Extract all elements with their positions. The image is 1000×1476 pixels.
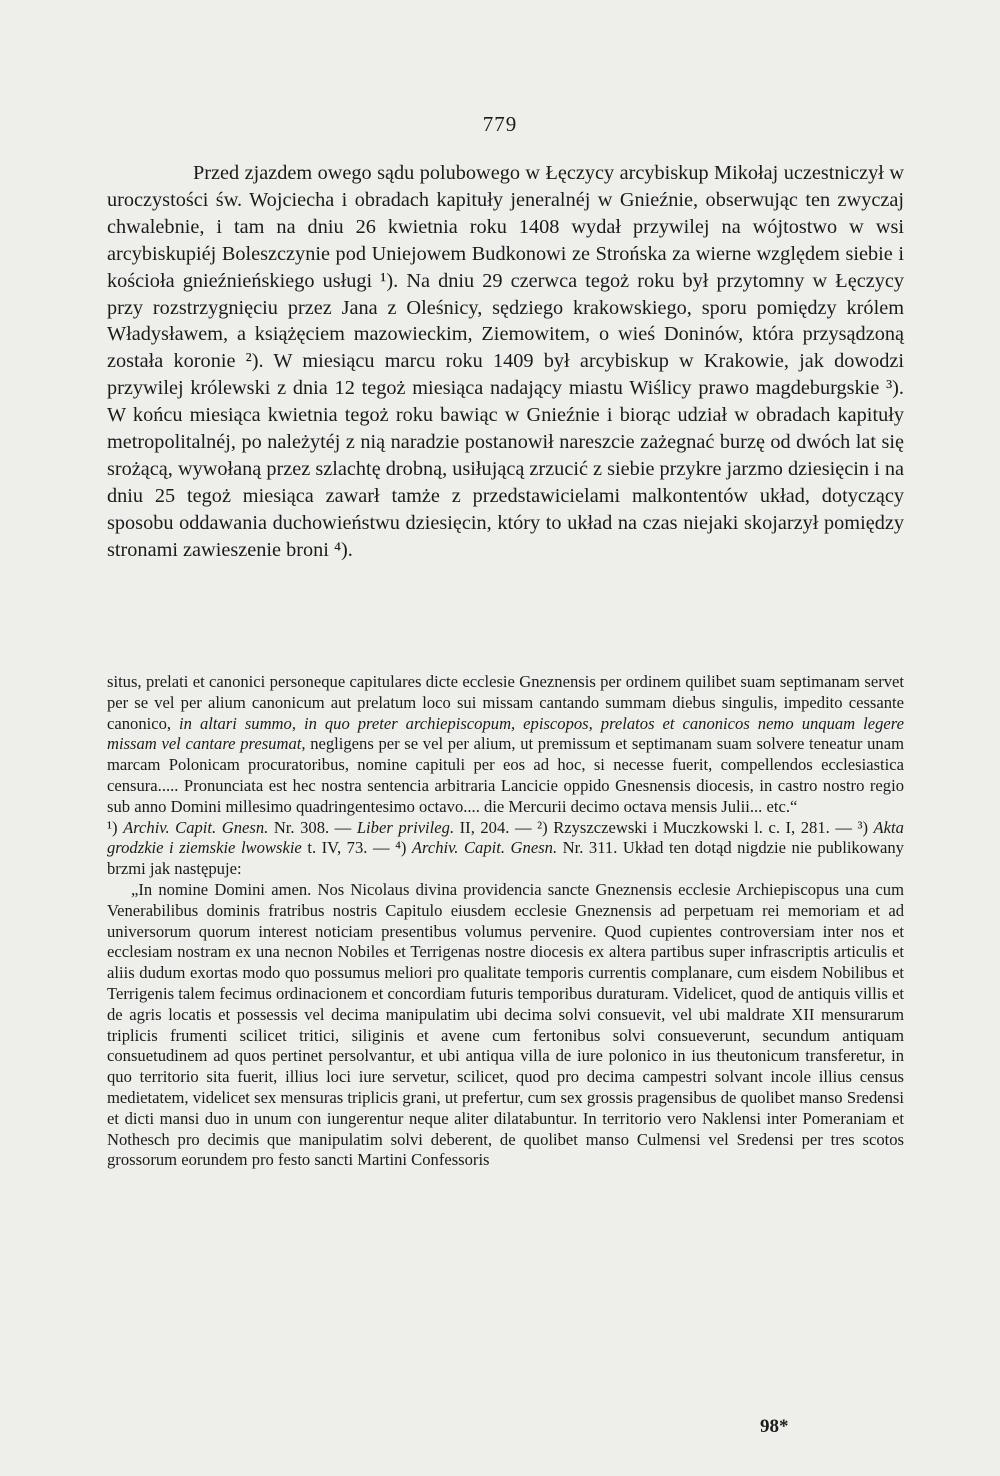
footnote-continuation-text-b: negligens per se vel per alium, ut premissum et septimanam suam solvere teneatur unam marcam Polonicam procuratoribus, nomine capituli per eos ad hoc, si necesse fuerit, compellendos ecclesiastica censura..... Pronunciata est hec nostra sentencia arbitraria Lancicie oppido Gnesnensis diocesis, in castro nostro regio sub anno Domini millesimo quadringentesimo octavo.... die Mercurii decimo octava mensis Julii... etc.“ <box>107 734 904 816</box>
page-number: 779 <box>482 112 518 136</box>
footnote-4-source: Archiv. Capit. Gnesn. <box>411 838 558 858</box>
footnote-2-mark: ²) <box>537 817 548 837</box>
footnote-continuation-text-a: situs, prelati et canonici personeque capitulares dicte ecclesie Gneznensis per ordinem quilibet suam septimanam servet per se vel per alium canonicum aut prelatum loco sui missam cantando summam diebus singulis, impedito cessante canonico, <box>107 672 904 733</box>
printer-signature-mark: 98* <box>760 1416 789 1437</box>
footnote-references <box>107 818 904 880</box>
footnotes-section <box>107 672 904 1171</box>
footnote-3-mark: ³) <box>857 817 868 837</box>
footnote-1-number: Nr. 308. — <box>273 817 352 837</box>
footnote-continuation-italic: in altari summo, in quo preter archiepiscopum, episcopos, prelatos et canonicos nemo unquam legere missam vel cantare presumat, <box>107 713 904 754</box>
footnote-1-mark: ¹) <box>107 817 118 837</box>
footnote-1-title: Liber privileg. <box>356 817 455 837</box>
footnote-1-ref: II, 204. — <box>459 817 532 837</box>
main-text-paragraph: Przed zjazdem owego sądu polubowego w Łęczycy arcybiskup Mikołaj uczestniczył w uroczystości św. Wojciecha i obradach kapituły jeneralnéj w Gnieźnie, obserwując ten zwyczaj chwalebnie, i tam na dniu 26 kwietnia roku 1408 wydał przywilej na wójtostwo w wsi arcybiskupiéj Boleszczynie pod Uniejowem Budkonowi ze Strońska za wierne względem siebie i kościoła gnieźnieńskiego usługi ¹). Na dniu 29 czerwca tegoż roku był przytomny w Łęczycy przy rozstrzygnięciu przez Jana z Oleśnicy, sędziego krakowskiego, sporu pomiędzy królem Władysławem, a książęciem mazowieckim, Ziemowitem, o wieś Doninów, która przysądzoną została koronie ²). W miesiącu marcu roku 1409 był arcybiskup w Krakowie, jak dowodzi przywilej królewski z dnia 12 tegoż miesiąca nadający miastu Wiślicy prawo magdeburgskie ³). W końcu miesiąca kwietnia tegoż roku bawiąc w Gnieźnie i biorąc udział w obradach kapituły metropolitalnéj, po należytéj z nią naradzie postanowił nareszcie zażegnać burzę od dwóch lat się srożącą, wywołaną przez szlachtę drobną, usiłującą zrzucić z siebie przykre jarzmo dziesięcin i na dniu 25 tegoż miesiąca zawarł tamże z przedstawicielami malkontentów układ, dotyczący sposobu oddawania duchowieństwu dziesięcin, który to układ na czas niejaki skojarzył pomiędzy stronami zawieszenie broni ⁴). <box>107 162 904 561</box>
footnote-1-source: Archiv. Capit. Gnesn. <box>123 817 269 837</box>
footnote-3-title: Akta grodzkie i ziemskie lwowskie <box>107 817 904 858</box>
footnote-3-ref: t. IV, 73. — <box>307 838 390 858</box>
footnote-continuation <box>107 672 904 818</box>
footnote-document-text: „In nomine Domini amen. Nos Nicolaus divina providencia sancte Gneznensis ecclesie Archiepiscopus una cum Venerabilibus dominis fratribus nostris Capitulo eiusdem ecclesie Gneznensis ad perpetuam rei memoriam et ad universorum quorum interest noticiam presentibus volumus pervenire. Quod cupientes controversiam inter nos et ecclesiam nostram ex una necnon Nobiles et Terrigenas nostre diocesis ex altera partibus super infrascriptis articulis et aliis dudum exortas modo quo possumus meliori pro qualitate temporis currentis complanare, cum eisdem Nobilibus et Terrigenis talem fecimus ordinacionem et concordiam futuris temporibus duraturam. Videlicet, quod de antiquis villis et de agris locatis et possessis vel decima manipulatim ubi decima solvi consuevit, vel ubi maldrate XII mensurarum triplicis frumenti scilicet tritici, siliginis et avene cum fertonibus solvi consueverunt, secundum antiquam consuetudinem ad quos pertinet persolvantur, et ubi antiqua villa de iure polonico in ius theutonicum transferetur, in quo territorio sita fuerit, illius loci iure servetur, scilicet, quod pro decima campestri solvant incole illius census medietatem, videlicet sex mensuras triplicis grani, ut prefertur, cum sex grossis pragensibus de quolibet manso Sredensi et dicti mansi duo in unum con iungerentur neque aliter dilatabuntur. In territorio vero Naklensi inter Pomeraniam et Nothesch pro decimis que manipulatim solvi deberent, de quolibet manso Culmensi vel Sredensi per tres scotos grossorum eorundem pro festo sancti Martini Confessoris <box>107 879 904 1170</box>
footnote-4-mark: ⁴) <box>395 838 407 858</box>
footnote-2-text: Rzyszczewski i Muczkowski l. c. I, 281. — <box>553 817 852 837</box>
footnote-4-text: Nr. 311. Układ ten dotąd nigdzie nie publikowany brzmi jak następuje: <box>107 838 904 879</box>
